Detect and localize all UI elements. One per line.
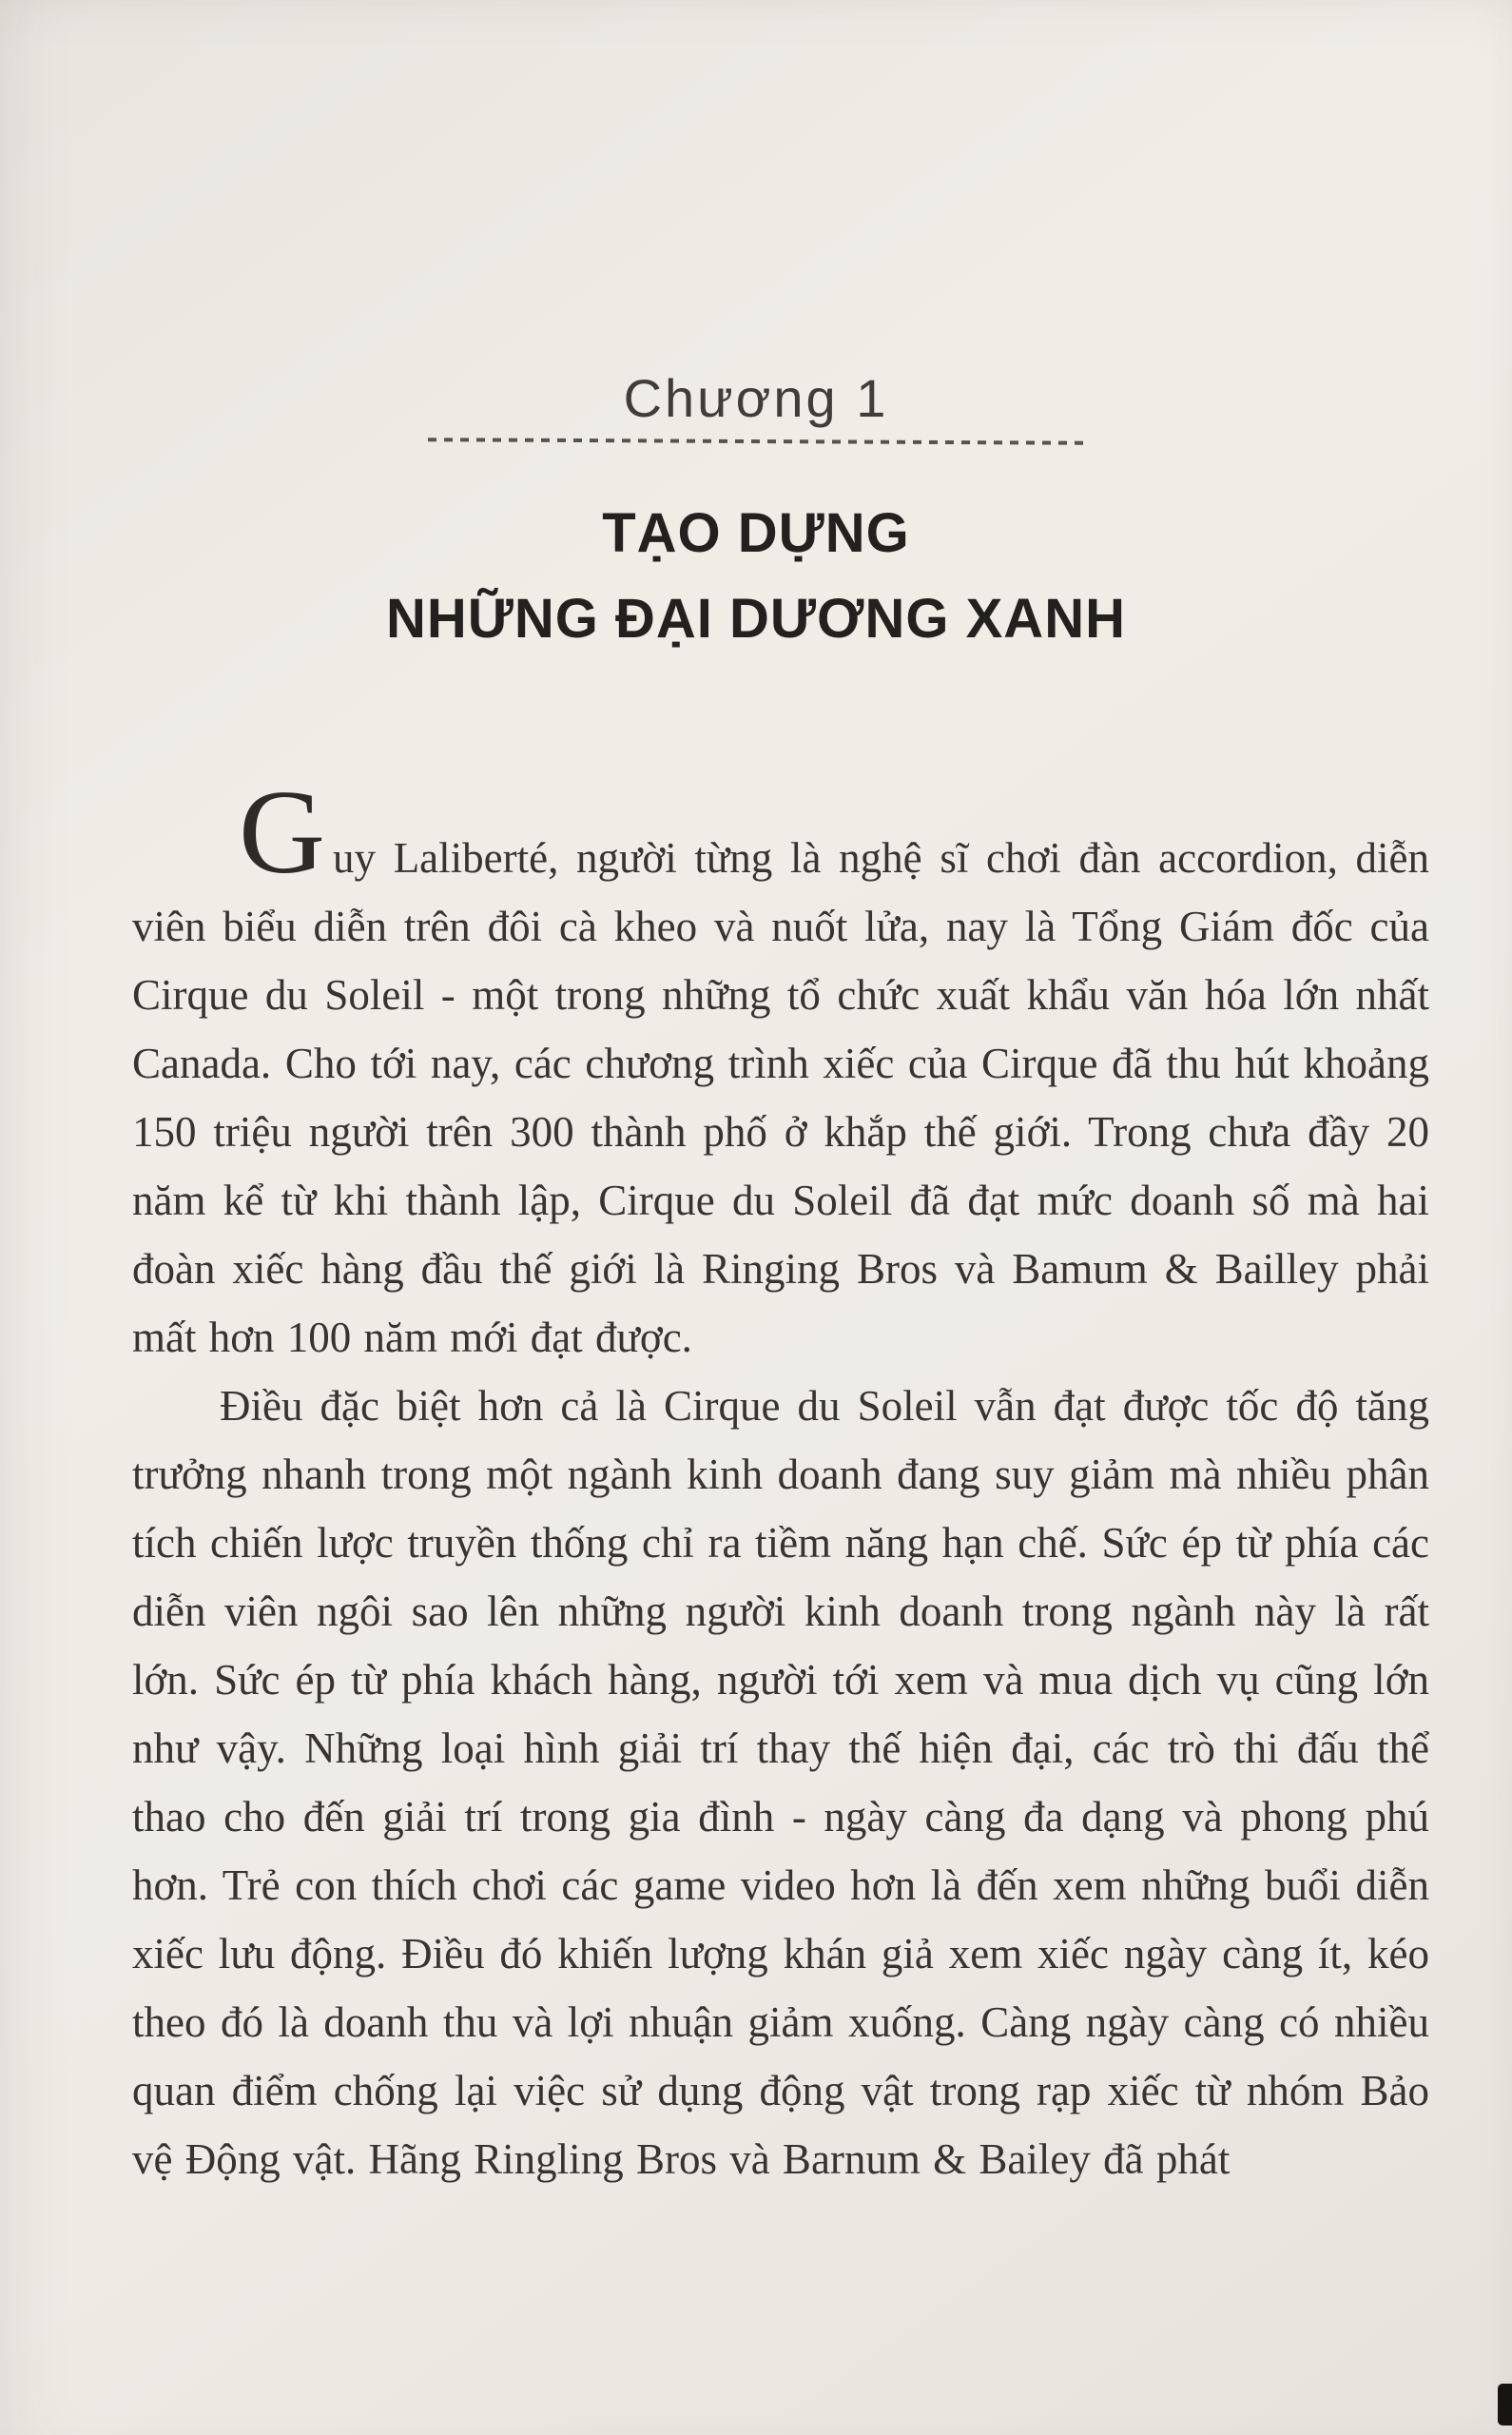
drop-cap: G [239,767,325,899]
paragraph-2: Điều đặc biệt hơn cả là Cirque du Soleil vẫn đạt được tốc độ tăng trưởng nhanh trong một ngành kinh doanh đang suy giảm mà nhiều phân tích chiến lược truyền thống chỉ ra tiềm năng hạn chế. Sức ép từ phía các diễn viên ngôi sao lên những người kinh doanh trong ngành này là rất lớn. Sức ép từ phía khách hàng, người tới xem và mua dịch vụ cũng lớn như vậy. Những loại hình giải trí thay thế hiện đại, các trò thi đấu thể thao cho đến giải trí trong gia đình - ngày càng đa dạng và phong phú hơn. Trẻ con thích chơi các game video hơn là đến xem những buổi diễn xiếc lưu động. Điều đó khiến lượng khán giả xem xiếc ngày càng ít, kéo theo đó là doanh thu và lợi nhuận giảm xuống. Càng ngày càng có nhiều quan điểm chống lại việc sử dụng động vật trong rạp xiếc từ nhóm Bảo vệ Động vật. Hãng Ringling Bros và Barnum & Bailey đã phát [132,1382,1429,2183]
page-edge-mark [1498,2384,1512,2425]
chapter-title-line-2: NHỮNG ĐẠI DƯƠNG XANH [386,588,1126,650]
chapter-underline [428,438,1084,445]
paragraph-1-text: uy Laliberté, người từng là nghệ sĩ chơi đàn accordion, diễn viên biểu diễn trên đôi cà kheo và nuốt lửa, nay là Tổng Giám đốc của Cirque du Soleil - một trong những tổ chức xuất khẩu văn hóa lớn nhất Canada. Cho tới nay, các chương trình xiếc của Cirque đã thu hút khoảng 150 triệu người trên 300 thành phố ở khắp thế giới. Trong chưa đầy 20 năm kể từ khi thành lập, Cirque du Soleil đã đạt mức doanh số mà hai đoàn xiếc hàng đầu thế giới là Ringing Bros và Bamum & Bailley phải mất hơn 100 năm mới đạt được. [132,834,1429,1361]
chapter-title-line-1: TẠO DỰNG [602,502,910,564]
paragraph-1 [132,767,1429,1372]
chapter-title [0,491,1512,662]
chapter-label: Chương 1 [623,368,889,428]
body-text [132,767,1429,2193]
